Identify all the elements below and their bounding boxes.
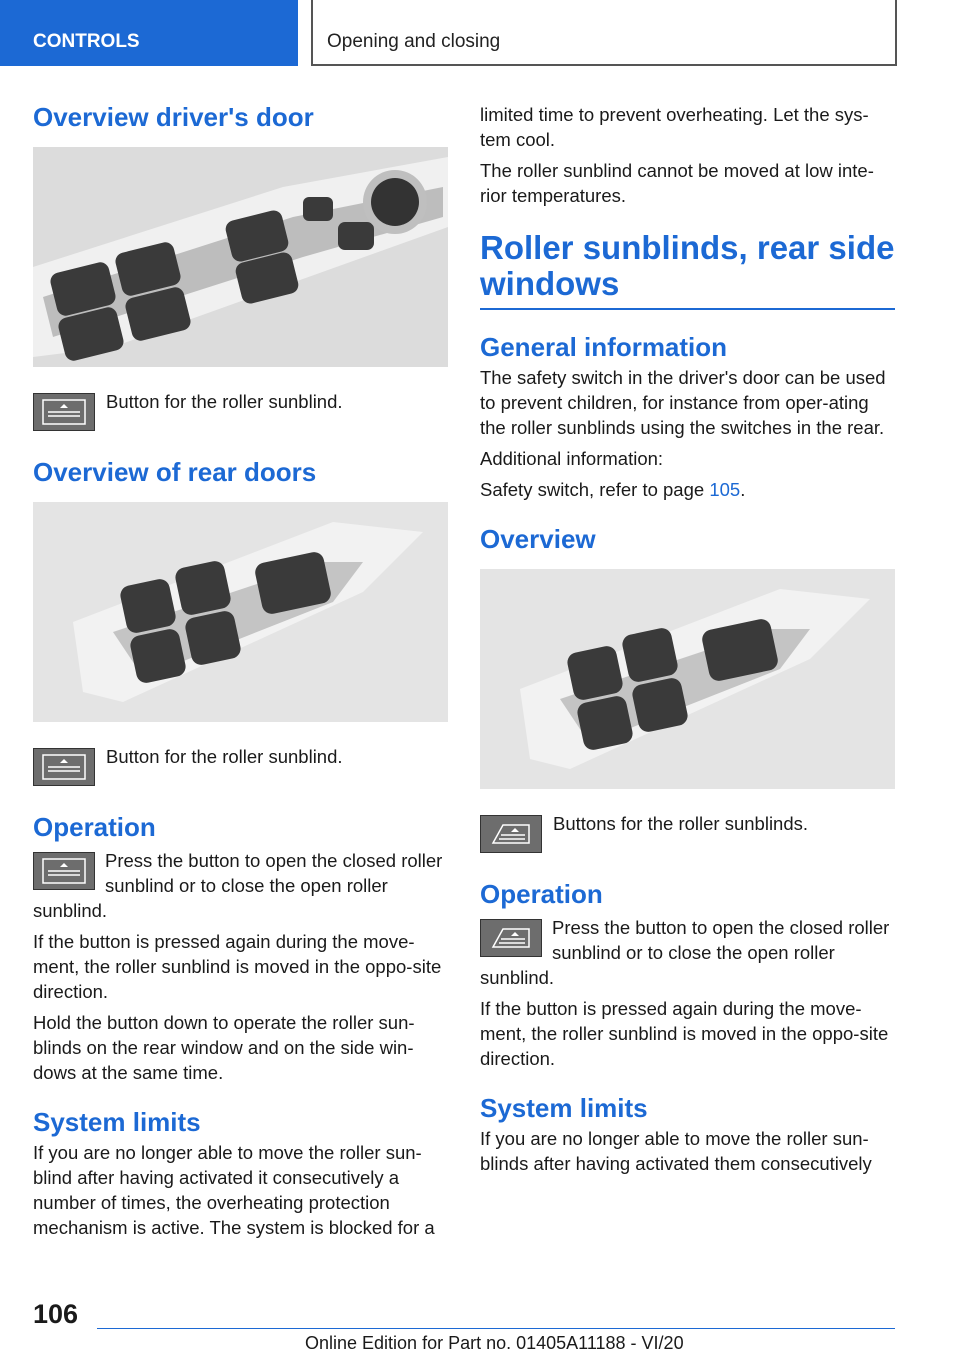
- system-limits-right-paragraph: If you are no longer able to move the roller sun-blinds after having activated them consecutively: [480, 1127, 872, 1174]
- caption-overview: [480, 809, 895, 869]
- caption-rear-doors: [33, 742, 448, 802]
- side-window-sunblind-icon: [480, 919, 542, 957]
- heading-operation-right: Operation: [480, 879, 603, 910]
- heading-overview: Overview: [480, 524, 596, 555]
- operation-paragraph-1: Press the button to open the closed roller sunblind or to close the open roller sunblind.: [33, 849, 443, 921]
- continued-paragraph-1: limited time to prevent overheating. Let the sys-tem cool.: [480, 104, 869, 150]
- footer-divider: [97, 1328, 895, 1329]
- photo-rear-door-switches: [33, 502, 448, 722]
- rear-window-sunblind-icon: [33, 393, 95, 431]
- heading-system-limits: System limits: [33, 1106, 201, 1137]
- chapter-label: Opening and closing: [327, 31, 501, 52]
- operation-paragraph-3: Hold the button down to operate the roller sun-blinds on the rear window and on the side win-dows at the same time.: [33, 1011, 415, 1083]
- photo-drivers-door-switches: [33, 147, 448, 367]
- chapter-tab: [311, 0, 897, 66]
- caption-text: Button for the roller sunblind.: [106, 391, 343, 413]
- general-info-paragraph-2: Additional information:: [480, 448, 664, 470]
- continued-paragraph-2: The roller sunblind cannot be moved at low inte-rior temperatures.: [480, 160, 874, 206]
- heading-operation: Operation: [33, 812, 156, 843]
- heading-system-limits-right: System limits: [480, 1092, 648, 1123]
- section-tab: [0, 0, 298, 66]
- side-window-sunblind-icon: [480, 815, 542, 853]
- caption-text: Buttons for the roller sunblinds.: [553, 813, 809, 835]
- page-reference-link[interactable]: 105: [709, 479, 741, 501]
- operation-right-paragraph-1: Press the button to open the closed roller sunblind or to close the open roller sunblind.: [480, 916, 890, 988]
- system-limits-paragraph: If you are no longer able to move the roller sun-blind after having activated it consecutively a number of times, the overheating protection mechanism is active. The system is blocked for a: [33, 1141, 435, 1238]
- right-column: [480, 100, 895, 1176]
- general-info-paragraph-1: The safety switch in the driver's door can be used to prevent children, for instance from oper-ating the roller sunblinds using the switches in the rear.: [480, 367, 886, 439]
- rear-window-sunblind-icon: [33, 748, 95, 786]
- heading-overview-rear-doors: Overview of rear doors: [33, 457, 317, 488]
- caption-text: Button for the roller sunblind.: [106, 746, 343, 768]
- rear-window-sunblind-icon: [33, 852, 95, 890]
- left-column: [33, 100, 448, 1240]
- heading-general-information: General information: [480, 332, 728, 362]
- operation-right-paragraph-2: If the button is pressed again during the move-ment, the roller sunblind is moved in the oppo-site direction.: [480, 997, 889, 1069]
- photo-rear-side-window-switches: [480, 569, 895, 789]
- heading-overview-drivers-door: Overview driver's door: [33, 102, 314, 132]
- section-label: CONTROLS: [33, 31, 140, 52]
- caption-drivers-door: [33, 387, 448, 447]
- page-header: [0, 0, 960, 66]
- heading-roller-sunblinds-rear-side-windows: Roller sunblinds, rear side windows: [480, 230, 895, 310]
- operation-paragraph-2: If the button is pressed again during the move-ment, the roller sunblind is moved in the oppo-site direction.: [33, 930, 442, 1002]
- edition-note: Online Edition for Part no. 01405A11188 - VI/20: [305, 1333, 684, 1353]
- page-number: 106: [33, 1299, 79, 1329]
- general-info-paragraph-3: Safety switch, refer to page 105.: [480, 479, 746, 501]
